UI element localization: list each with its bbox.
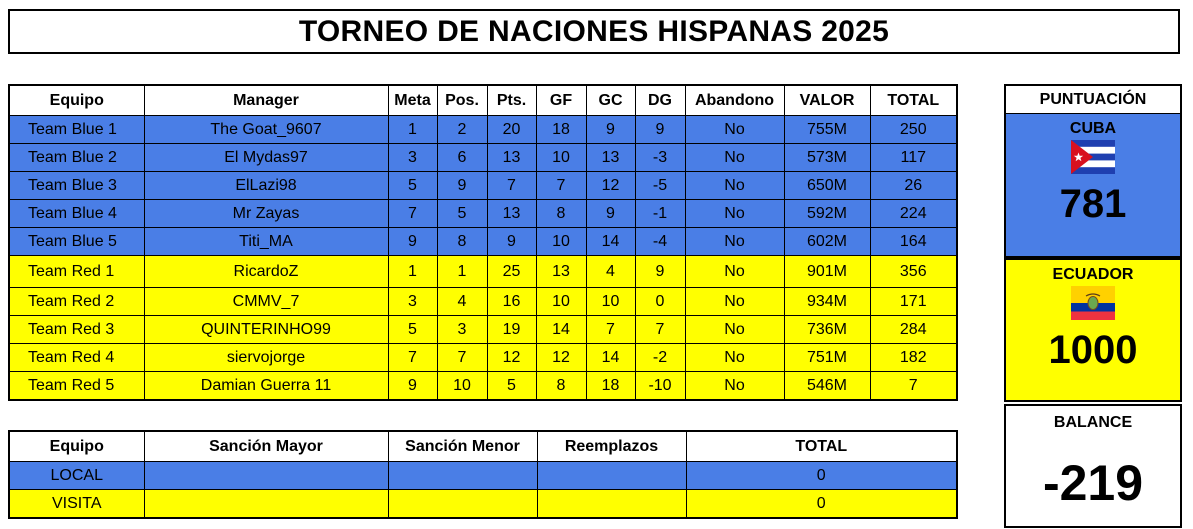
dg-cell: -1 bbox=[635, 200, 685, 228]
col-header-gf: GF bbox=[536, 85, 586, 116]
team-cell: Team Red 2 bbox=[9, 288, 144, 316]
gf-cell: 8 bbox=[536, 200, 586, 228]
gf-cell: 10 bbox=[536, 228, 586, 256]
dg-cell: -10 bbox=[635, 372, 685, 401]
pts-cell: 5 bbox=[487, 372, 536, 401]
pts-cell: 7 bbox=[487, 172, 536, 200]
team-cell: Team Blue 2 bbox=[9, 144, 144, 172]
team-cell: VISITA bbox=[9, 490, 144, 519]
total-cell: 182 bbox=[870, 344, 957, 372]
meta-cell: 9 bbox=[388, 372, 437, 401]
manager-cell: ElLazi98 bbox=[144, 172, 388, 200]
gf-cell: 10 bbox=[536, 288, 586, 316]
gc-cell: 18 bbox=[586, 372, 635, 401]
cuba-score-card bbox=[1004, 114, 1182, 258]
team-cell: Team Blue 5 bbox=[9, 228, 144, 256]
pts-cell: 16 bbox=[487, 288, 536, 316]
valor-cell: 736M bbox=[784, 316, 870, 344]
pts-cell: 19 bbox=[487, 316, 536, 344]
pen-header-reemplazos: Reemplazos bbox=[537, 431, 686, 462]
pos-cell: 2 bbox=[437, 116, 487, 144]
gf-cell: 10 bbox=[536, 144, 586, 172]
meta-cell: 1 bbox=[388, 116, 437, 144]
gc-cell: 4 bbox=[586, 256, 635, 288]
pts-cell: 13 bbox=[487, 200, 536, 228]
abandono-cell: No bbox=[685, 228, 784, 256]
reemplazos-cell bbox=[537, 462, 686, 490]
meta-cell: 1 bbox=[388, 256, 437, 288]
pen-header-sancion-mayor: Sanción Mayor bbox=[144, 431, 388, 462]
team-cell: Team Red 3 bbox=[9, 316, 144, 344]
abandono-cell: No bbox=[685, 316, 784, 344]
dg-cell: 7 bbox=[635, 316, 685, 344]
pos-cell: 6 bbox=[437, 144, 487, 172]
sancion-mayor-cell bbox=[144, 462, 388, 490]
pos-cell: 5 bbox=[437, 200, 487, 228]
abandono-cell: No bbox=[685, 116, 784, 144]
col-header-manager: Manager bbox=[144, 85, 388, 116]
pts-cell: 20 bbox=[487, 116, 536, 144]
pts-cell: 9 bbox=[487, 228, 536, 256]
col-header-gc: GC bbox=[586, 85, 635, 116]
team-cell: Team Red 5 bbox=[9, 372, 144, 401]
total-cell: 250 bbox=[870, 116, 957, 144]
abandono-cell: No bbox=[685, 372, 784, 401]
total-cell: 356 bbox=[870, 256, 957, 288]
total-cell: 284 bbox=[870, 316, 957, 344]
abandono-cell: No bbox=[685, 256, 784, 288]
pos-cell: 9 bbox=[437, 172, 487, 200]
score-heading: PUNTUACIÓN bbox=[1004, 84, 1182, 114]
sancion-mayor-cell bbox=[144, 490, 388, 519]
col-header-pts: Pts. bbox=[487, 85, 536, 116]
gc-cell: 12 bbox=[586, 172, 635, 200]
pen-header-total: TOTAL bbox=[686, 431, 957, 462]
meta-cell: 3 bbox=[388, 144, 437, 172]
pen-header-sancion-menor: Sanción Menor bbox=[388, 431, 537, 462]
ecuador-name: ECUADOR bbox=[1052, 266, 1134, 283]
manager-cell: RicardoZ bbox=[144, 256, 388, 288]
ecuador-score-value: 1000 bbox=[1048, 328, 1138, 372]
valor-cell: 755M bbox=[784, 116, 870, 144]
balance-card bbox=[1004, 404, 1182, 528]
table-row bbox=[9, 172, 957, 200]
valor-cell: 751M bbox=[784, 344, 870, 372]
team-cell: Team Red 4 bbox=[9, 344, 144, 372]
score-panel bbox=[1004, 84, 1182, 528]
col-header-valor: VALOR bbox=[784, 85, 870, 116]
team-cell: Team Blue 3 bbox=[9, 172, 144, 200]
pos-cell: 10 bbox=[437, 372, 487, 401]
reemplazos-cell bbox=[537, 490, 686, 519]
table-row bbox=[9, 372, 957, 401]
ecuador-flag-icon bbox=[1071, 286, 1115, 320]
gc-cell: 9 bbox=[586, 116, 635, 144]
team-cell: Team Red 1 bbox=[9, 256, 144, 288]
valor-cell: 901M bbox=[784, 256, 870, 288]
manager-cell: CMMV_7 bbox=[144, 288, 388, 316]
meta-cell: 5 bbox=[388, 316, 437, 344]
manager-cell: Damian Guerra 11 bbox=[144, 372, 388, 401]
abandono-cell: No bbox=[685, 144, 784, 172]
abandono-cell: No bbox=[685, 172, 784, 200]
pen-header-equipo: Equipo bbox=[9, 431, 144, 462]
dg-cell: -3 bbox=[635, 144, 685, 172]
valor-cell: 934M bbox=[784, 288, 870, 316]
abandono-cell: No bbox=[685, 288, 784, 316]
dg-cell: 0 bbox=[635, 288, 685, 316]
col-header-meta: Meta bbox=[388, 85, 437, 116]
manager-cell: Mr Zayas bbox=[144, 200, 388, 228]
dg-cell: -2 bbox=[635, 344, 685, 372]
pos-cell: 8 bbox=[437, 228, 487, 256]
valor-cell: 573M bbox=[784, 144, 870, 172]
meta-cell: 7 bbox=[388, 200, 437, 228]
dg-cell: -4 bbox=[635, 228, 685, 256]
table-row bbox=[9, 116, 957, 144]
gf-cell: 18 bbox=[536, 116, 586, 144]
pos-cell: 7 bbox=[437, 344, 487, 372]
pts-cell: 25 bbox=[487, 256, 536, 288]
pts-cell: 13 bbox=[487, 144, 536, 172]
meta-cell: 9 bbox=[388, 228, 437, 256]
gc-cell: 7 bbox=[586, 316, 635, 344]
total-cell: 7 bbox=[870, 372, 957, 401]
manager-cell: El Mydas97 bbox=[144, 144, 388, 172]
table-row bbox=[9, 490, 957, 519]
col-header-equipo: Equipo bbox=[9, 85, 144, 116]
page-title: TORNEO DE NACIONES HISPANAS 2025 bbox=[8, 9, 1180, 54]
col-header-pos: Pos. bbox=[437, 85, 487, 116]
table-row bbox=[9, 228, 957, 256]
table-row bbox=[9, 288, 957, 316]
pos-cell: 1 bbox=[437, 256, 487, 288]
gc-cell: 10 bbox=[586, 288, 635, 316]
valor-cell: 602M bbox=[784, 228, 870, 256]
col-header-total: TOTAL bbox=[870, 85, 957, 116]
penalty-table bbox=[8, 430, 958, 519]
dg-cell: 9 bbox=[635, 116, 685, 144]
table-row bbox=[9, 462, 957, 490]
manager-cell: The Goat_9607 bbox=[144, 116, 388, 144]
team-cell: Team Blue 1 bbox=[9, 116, 144, 144]
total-cell: 0 bbox=[686, 490, 957, 519]
abandono-cell: No bbox=[685, 200, 784, 228]
valor-cell: 592M bbox=[784, 200, 870, 228]
pts-cell: 12 bbox=[487, 344, 536, 372]
manager-cell: QUINTERINHO99 bbox=[144, 316, 388, 344]
meta-cell: 5 bbox=[388, 172, 437, 200]
gc-cell: 13 bbox=[586, 144, 635, 172]
table-row bbox=[9, 316, 957, 344]
total-cell: 164 bbox=[870, 228, 957, 256]
table-row bbox=[9, 344, 957, 372]
abandono-cell: No bbox=[685, 344, 784, 372]
cuba-flag-icon bbox=[1071, 140, 1115, 174]
gc-cell: 14 bbox=[586, 228, 635, 256]
gf-cell: 7 bbox=[536, 172, 586, 200]
ecuador-score-card bbox=[1004, 258, 1182, 402]
table-row bbox=[9, 256, 957, 288]
cuba-name: CUBA bbox=[1069, 120, 1117, 137]
standings-table bbox=[8, 84, 958, 401]
manager-cell: Titi_MA bbox=[144, 228, 388, 256]
total-cell: 224 bbox=[870, 200, 957, 228]
gf-cell: 13 bbox=[536, 256, 586, 288]
gf-cell: 8 bbox=[536, 372, 586, 401]
dg-cell: 9 bbox=[635, 256, 685, 288]
dg-cell: -5 bbox=[635, 172, 685, 200]
manager-cell: siervojorge bbox=[144, 344, 388, 372]
meta-cell: 3 bbox=[388, 288, 437, 316]
gc-cell: 9 bbox=[586, 200, 635, 228]
team-cell: LOCAL bbox=[9, 462, 144, 490]
total-cell: 0 bbox=[686, 462, 957, 490]
team-cell: Team Blue 4 bbox=[9, 200, 144, 228]
valor-cell: 546M bbox=[784, 372, 870, 401]
total-cell: 26 bbox=[870, 172, 957, 200]
balance-value: -219 bbox=[1042, 455, 1144, 511]
col-header-abandono: Abandono bbox=[685, 85, 784, 116]
table-row bbox=[9, 200, 957, 228]
penalty-header-row bbox=[9, 431, 957, 462]
gf-cell: 12 bbox=[536, 344, 586, 372]
sancion-menor-cell bbox=[388, 490, 537, 519]
standings-header-row bbox=[9, 85, 957, 116]
pos-cell: 4 bbox=[437, 288, 487, 316]
pos-cell: 3 bbox=[437, 316, 487, 344]
total-cell: 117 bbox=[870, 144, 957, 172]
col-header-dg: DG bbox=[635, 85, 685, 116]
meta-cell: 7 bbox=[388, 344, 437, 372]
sancion-menor-cell bbox=[388, 462, 537, 490]
balance-label: BALANCE bbox=[1053, 414, 1133, 431]
total-cell: 171 bbox=[870, 288, 957, 316]
cuba-score-value: 781 bbox=[1059, 182, 1127, 226]
valor-cell: 650M bbox=[784, 172, 870, 200]
gc-cell: 14 bbox=[586, 344, 635, 372]
table-row bbox=[9, 144, 957, 172]
gf-cell: 14 bbox=[536, 316, 586, 344]
